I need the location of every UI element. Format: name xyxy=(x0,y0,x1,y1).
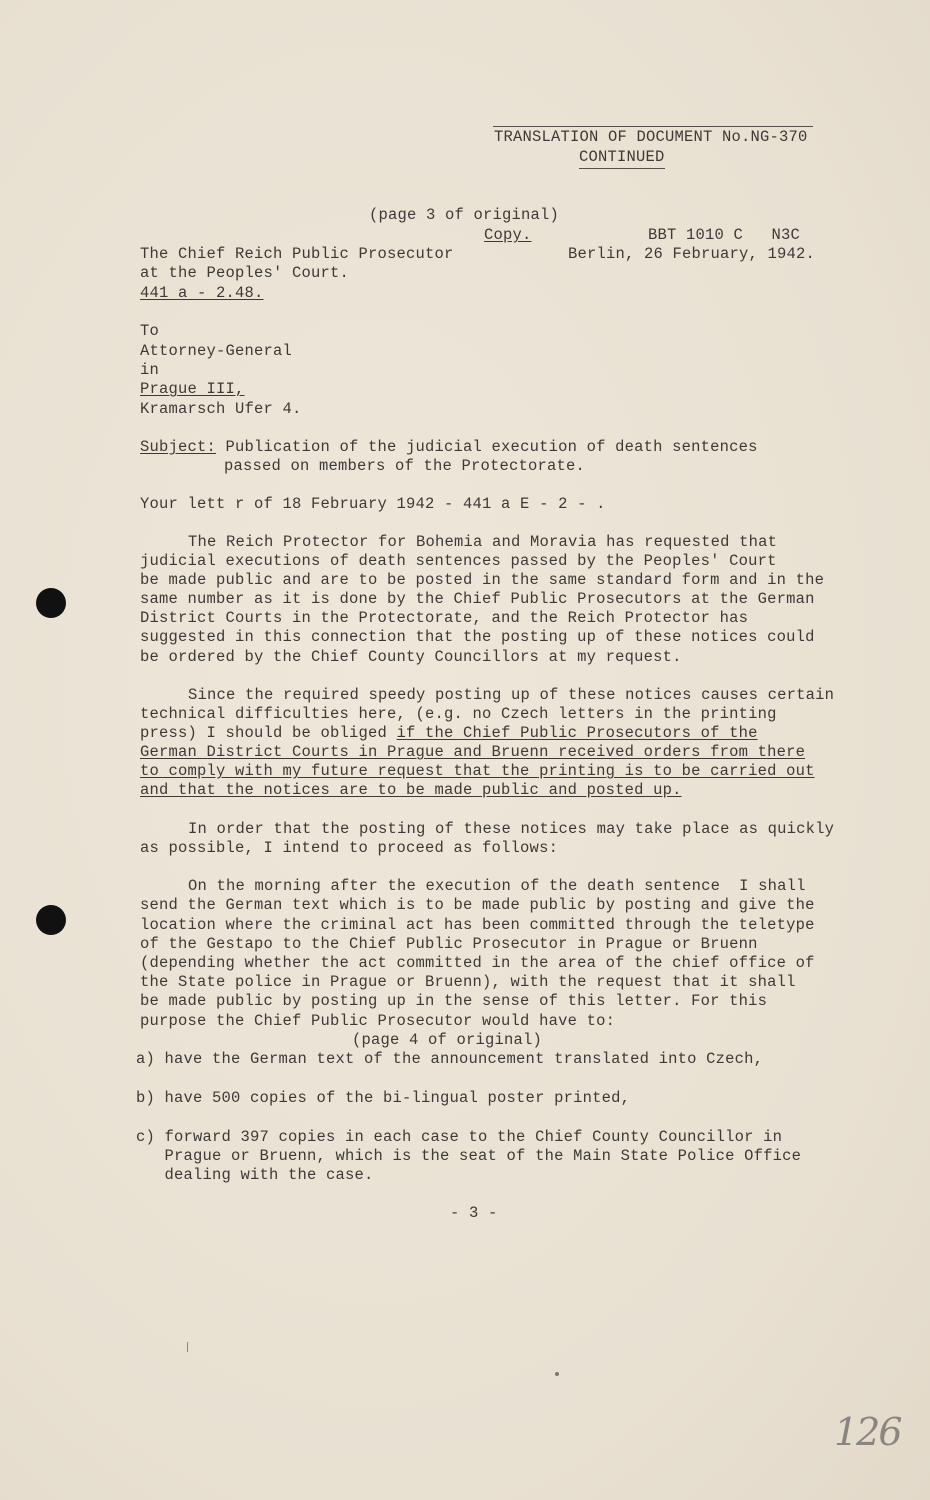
sender-line1: The Chief Reich Public Prosecutor xyxy=(140,245,454,263)
list-item-c-line: c) forward 397 copies in each case to the Chief County Councillor in xyxy=(136,1128,783,1146)
subject-label: Subject: xyxy=(140,438,217,456)
list-item-c-line: Prague or Bruenn, which is the seat of the Main State Police Office xyxy=(136,1147,802,1165)
subject-text-1: Publication of the judicial execution of death sentences xyxy=(216,438,758,456)
para4-line: (depending whether the act committed in the area of the chief office of xyxy=(140,954,815,972)
your-letter-reference: Your lett r of 18 February 1942 - 441 a E - 2 - . xyxy=(140,495,606,513)
punch-hole-top xyxy=(36,588,66,618)
header-rules xyxy=(493,126,813,127)
para4-line: the State police in Prague or Bruenn), with the request that it shall xyxy=(140,973,796,991)
para4-line: be made public by posting up in the sense of this letter. For this xyxy=(140,992,768,1010)
para2-line: technical difficulties here, (e.g. no Czech letters in the printing xyxy=(140,705,777,723)
handwritten-page-number: 126 xyxy=(834,1410,901,1454)
para3-line: as possible, I intend to proceed as follows: xyxy=(140,839,559,857)
para2-line xyxy=(140,724,758,743)
recipient-to: To xyxy=(140,322,160,340)
header-title-line1: TRANSLATION OF DOCUMENT No.NG-370 xyxy=(494,128,808,146)
date-line: Berlin, 26 February, 1942. xyxy=(568,245,816,263)
page-number: - 3 - xyxy=(450,1204,498,1222)
para1-line: be ordered by the Chief County Councillors at my request. xyxy=(140,648,682,666)
para4-line: location where the criminal act has been committed through the teletype xyxy=(140,916,815,934)
para1-line: same number as it is done by the Chief Public Prosecutors at the German xyxy=(140,590,815,608)
copy-label: Copy. xyxy=(484,226,532,244)
recipient-line4: Kramarsch Ufer 4. xyxy=(140,400,302,418)
para4-line: purpose the Chief Public Prosecutor would have to: xyxy=(140,1012,616,1030)
recipient-line3: Prague III, xyxy=(140,380,245,398)
recipient-line2: in xyxy=(140,361,160,379)
para1-line: The Reich Protector for Bohemia and Moravia has requested that xyxy=(188,533,778,551)
para2-underlined-line: German District Courts in Prague and Bruenn received orders from there xyxy=(140,743,806,761)
para3-line: In order that the posting of these notices may take place as quickly xyxy=(188,820,835,838)
para2-line: Since the required speedy posting up of these notices causes certain xyxy=(188,686,835,704)
para2-underlined-line: and that the notices are to be made public and posted up. xyxy=(140,781,682,799)
list-item-c-line: dealing with the case. xyxy=(136,1166,374,1184)
sender-ref: 441 a - 2.48. xyxy=(140,284,264,302)
list-item-b: b) have 500 copies of the bi-lingual poster printed, xyxy=(136,1089,631,1107)
list-item-a: a) have the German text of the announcement translated into Czech, xyxy=(136,1050,764,1068)
para4-line: send the German text which is to be made public by posting and give the xyxy=(140,896,815,914)
subject-line2: passed on members of the Protectorate. xyxy=(224,457,586,475)
page-reference: (page 3 of original) xyxy=(369,206,560,224)
para1-line: be made public and are to be posted in the same standard form and in the xyxy=(140,571,825,589)
para1-line: District Courts in the Protectorate, and the Reich Protector has xyxy=(140,609,749,627)
paper-mark xyxy=(555,1372,559,1376)
para2-underlined: if the Chief Public Prosecutors of the xyxy=(396,724,758,742)
subject-line1 xyxy=(140,438,758,457)
punch-hole-bottom xyxy=(36,905,66,935)
para1-line: judicial executions of death sentences passed by the Peoples' Court xyxy=(140,552,777,570)
para2-plain: press) I should be obliged xyxy=(140,724,397,742)
recipient-line1: Attorney-General xyxy=(140,342,293,360)
header-title-line2: CONTINUED xyxy=(579,148,665,166)
para4-line: of the Gestapo to the Chief Public Prosecutor in Prague or Bruenn xyxy=(140,935,758,953)
para4-line: On the morning after the execution of the death sentence I shall xyxy=(188,877,806,895)
para2-underlined-line: to comply with my future request that the printing is to be carried out xyxy=(140,762,815,780)
paper-mark xyxy=(187,1342,188,1352)
sender-line2: at the Peoples' Court. xyxy=(140,264,350,282)
para1-line: suggested in this connection that the posting up of these notices could xyxy=(140,628,815,646)
file-code: BBT 1010 C N3C xyxy=(648,226,801,244)
page-reference-2: (page 4 of original) xyxy=(352,1031,543,1049)
